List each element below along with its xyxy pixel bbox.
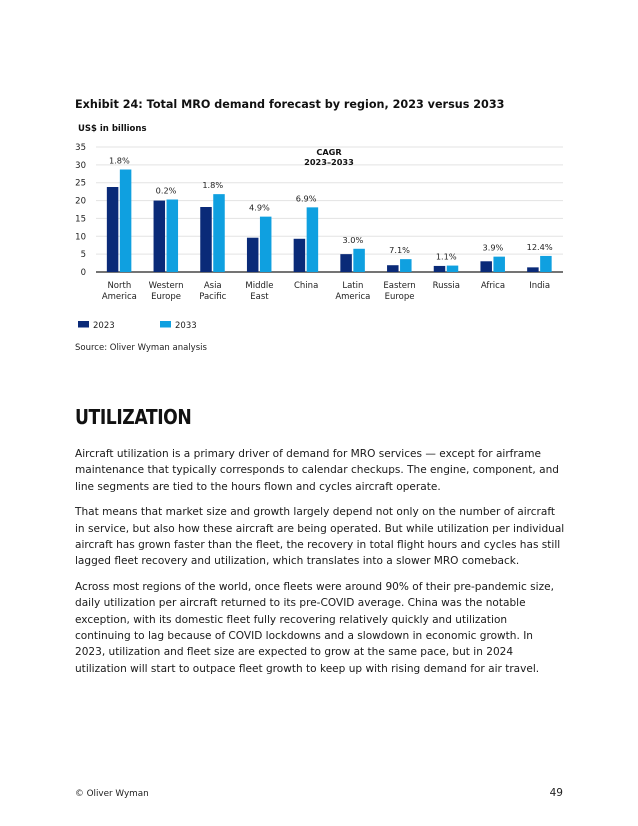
chart-container bbox=[0, 118, 638, 343]
bar-2023 bbox=[480, 261, 492, 272]
cagr-label: 1.8% bbox=[202, 180, 224, 191]
cagr-label: 1.8% bbox=[108, 155, 130, 166]
bar-2033 bbox=[167, 200, 179, 273]
x-tick-label: Asia bbox=[203, 281, 222, 291]
legend-label: 2033 bbox=[175, 321, 197, 331]
y-tick-label: 30 bbox=[75, 160, 86, 171]
cagr-label: 4.9% bbox=[249, 202, 270, 213]
x-tick-label: Western bbox=[148, 281, 184, 291]
cagr-label: 7.1% bbox=[389, 245, 410, 256]
legend-swatch bbox=[78, 321, 89, 328]
cagr-label: 1.1% bbox=[435, 251, 457, 262]
cagr-label: 0.2% bbox=[155, 185, 177, 196]
bar-2023 bbox=[200, 207, 212, 272]
body-text bbox=[75, 446, 565, 686]
section-heading: UTILIZATION bbox=[75, 405, 192, 429]
paragraph: That means that market size and growth largely depend not only on the number of aircraft in service, but also how these aircraft are being operated. But while utilization per individual aircraft has grown faster than the fleet, the recovery in total flight hours and cycles has still lagged fleet recovery and utilization, which translates into a slower MRO comeback. bbox=[75, 506, 565, 568]
legend-label: 2023 bbox=[93, 321, 115, 331]
exhibit-title: Exhibit 24: Total MRO demand forecast by region, 2023 versus 2033 bbox=[75, 98, 505, 111]
bar-2033 bbox=[213, 194, 225, 272]
y-tick-label: 5 bbox=[80, 250, 86, 261]
bar-2033 bbox=[540, 256, 552, 272]
y-tick-label: 0 bbox=[80, 268, 86, 278]
bar-2033 bbox=[260, 217, 272, 272]
bar-2033 bbox=[307, 207, 319, 272]
x-tick-label: Europe bbox=[151, 292, 182, 302]
cagr-title: 2023–2033 bbox=[304, 157, 354, 167]
x-tick-label: Africa bbox=[480, 281, 506, 291]
x-tick-label: America bbox=[101, 292, 137, 302]
paragraph: Across most regions of the world, once fleets were around 90% of their pre-pandemic size, daily utilization per aircraft returned to its pre-COVID average. China was the notable exception, with its domestic fleet fully recovering relatively quickly and utilization continuing to lag because of COVID lockdowns and a slowdown in economic growth. In 2023, utilization and fleet size are expected to grow at the same pace, but in 2024 utilization will start to outpace fleet growth to keep up with rising demand for air travel. bbox=[75, 580, 554, 675]
x-tick-label: Pacific bbox=[199, 292, 227, 302]
bar-2023 bbox=[434, 266, 446, 272]
y-tick-label: 10 bbox=[75, 232, 86, 243]
bar-2023 bbox=[247, 238, 259, 272]
bar-2033 bbox=[353, 249, 365, 272]
bar-2033 bbox=[120, 170, 132, 273]
x-tick-label: Russia bbox=[432, 281, 460, 291]
x-tick-label: Middle bbox=[245, 281, 274, 291]
y-axis-label: US$ in billions bbox=[78, 124, 147, 134]
bar-2033 bbox=[493, 257, 505, 272]
cagr-label: 12.4% bbox=[526, 241, 553, 252]
x-tick-label: Latin bbox=[342, 281, 364, 291]
y-tick-label: 25 bbox=[75, 178, 86, 189]
y-tick-label: 15 bbox=[75, 214, 86, 225]
cagr-label: 3.0% bbox=[342, 234, 364, 245]
bar-chart bbox=[0, 118, 638, 343]
y-tick-label: 35 bbox=[75, 143, 86, 153]
bar-2023 bbox=[387, 265, 399, 272]
x-tick-label: Europe bbox=[384, 292, 415, 302]
cagr-label: 3.9% bbox=[482, 242, 504, 253]
x-tick-label: India bbox=[529, 281, 551, 291]
chart-source: Source: Oliver Wyman analysis bbox=[75, 343, 207, 353]
cagr-label: 6.9% bbox=[295, 193, 317, 204]
x-tick-label: East bbox=[250, 292, 269, 302]
bar-2023 bbox=[340, 254, 352, 272]
bar-2023 bbox=[294, 239, 306, 272]
bar-2023 bbox=[527, 267, 539, 272]
x-tick-label: North bbox=[107, 281, 132, 291]
bar-2033 bbox=[447, 266, 459, 272]
bar-2033 bbox=[400, 259, 412, 272]
x-tick-label: China bbox=[294, 281, 319, 291]
page-number: 49 bbox=[549, 787, 563, 799]
x-tick-label: America bbox=[335, 292, 371, 302]
cagr-title: CAGR bbox=[316, 147, 342, 157]
legend-swatch bbox=[160, 321, 171, 328]
footer-copyright: © Oliver Wyman bbox=[75, 789, 149, 799]
y-tick-label: 20 bbox=[75, 196, 86, 207]
x-tick-label: Eastern bbox=[383, 281, 416, 291]
paragraph: Aircraft utilization is a primary driver of demand for MRO services — except for airframe maintenance that typically corresponds to calendar checkups. The engine, component, and line segments are tied to the hours flown and cycles aircraft operate. bbox=[75, 448, 559, 493]
bar-2023 bbox=[107, 187, 119, 272]
bar-2023 bbox=[154, 201, 166, 272]
